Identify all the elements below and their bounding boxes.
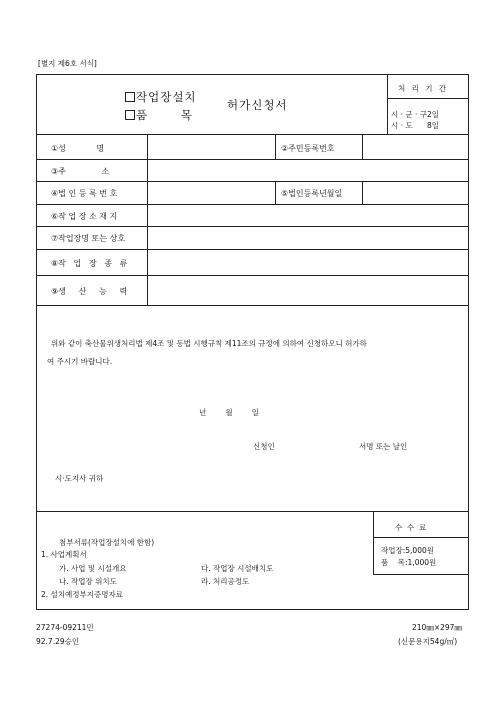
form-title: 허가신청서 [227,98,288,112]
address-label: ③주 소 [51,167,110,176]
attachments-header: 첨부서류(작업장설치에 한함) [59,538,155,547]
attachment-item-1c: 다. 작업장 시설배치도 [201,564,274,573]
production-capacity-field[interactable] [149,277,466,303]
applicant-name-field[interactable] [283,437,353,451]
name-field[interactable] [149,136,273,157]
fee-item: 품 목:1,000원 [381,558,437,567]
option-site-install-label: 작업장설치 [136,90,197,104]
statement-line-1: 위와 같이 축산물위생처리법 제4조 및 동법 시행규칙 제11조의 규정에 의하여 신청하오니 허가하 [51,339,367,348]
application-date: 년 월 일 [199,408,259,417]
corp-registration-number-label: ④법 인 등 록 번 호 [51,189,118,198]
resident-number-label: ②주민등록번호 [281,144,335,153]
addressee: 시·도지사 귀하 [55,474,104,483]
processing-period-header: 처 리 기 간 [398,84,449,93]
application-form [36,74,469,610]
checkbox-item[interactable] [125,107,193,123]
corp-registration-date-field[interactable] [364,183,466,202]
name-label: ①성 명 [51,144,105,153]
site-location-field[interactable] [149,206,466,224]
processing-period-province: 시 · 도 8일 [391,121,439,130]
signature-label: 서명 또는 날인 [359,442,408,451]
fee-header: 수 수 료 [395,523,427,532]
checkbox-site-install[interactable] [125,89,197,105]
attachment-item-2: 2. 설치예정부지증명자료 [41,590,123,599]
statement-line-2: 여 주시기 바랍니다. [47,357,113,366]
fee-site: 작업장:5,000원 [381,546,434,555]
applicant-label: 신청인 [253,442,275,451]
paper-size: 210㎜×297㎜ [412,623,462,632]
production-capacity-label: ⑨생 산 능 력 [51,287,128,296]
attachment-item-1: 1. 사업계획서 [41,550,87,559]
checkbox-icon [125,92,135,102]
corp-registration-number-field[interactable] [149,183,273,202]
site-type-label: ⑧작 업 장 종 류 [51,259,128,268]
approval-date: 92.7.29승인 [36,637,80,646]
paper-type: (신문용지54g/㎡) [398,637,458,646]
attachment-item-1b: 나. 작업장 위치도 [59,577,117,586]
site-name-field[interactable] [149,228,466,247]
attachment-item-1d: 라. 처리공정도 [201,577,250,586]
site-location-label: ⑥작 업 장 소 재 지 [51,212,118,221]
processing-period-local: 시 · 군 · 구2일 [391,110,440,119]
checkbox-icon [125,110,135,120]
form-number-label: [별지 제6호 서식] [38,59,97,68]
option-item-label: 품 목 [136,108,193,122]
resident-number-field[interactable] [364,136,466,157]
corp-registration-date-label: ⑤법인등록년월일 [281,189,343,198]
attachment-item-1a: 가. 사업 및 시설개요 [59,564,127,573]
site-type-field[interactable] [149,251,466,273]
form-code: 27274-09211민 [36,623,94,632]
site-name-label: ⑦작업장명 또는 상호 [51,234,126,243]
address-field[interactable] [149,161,466,179]
